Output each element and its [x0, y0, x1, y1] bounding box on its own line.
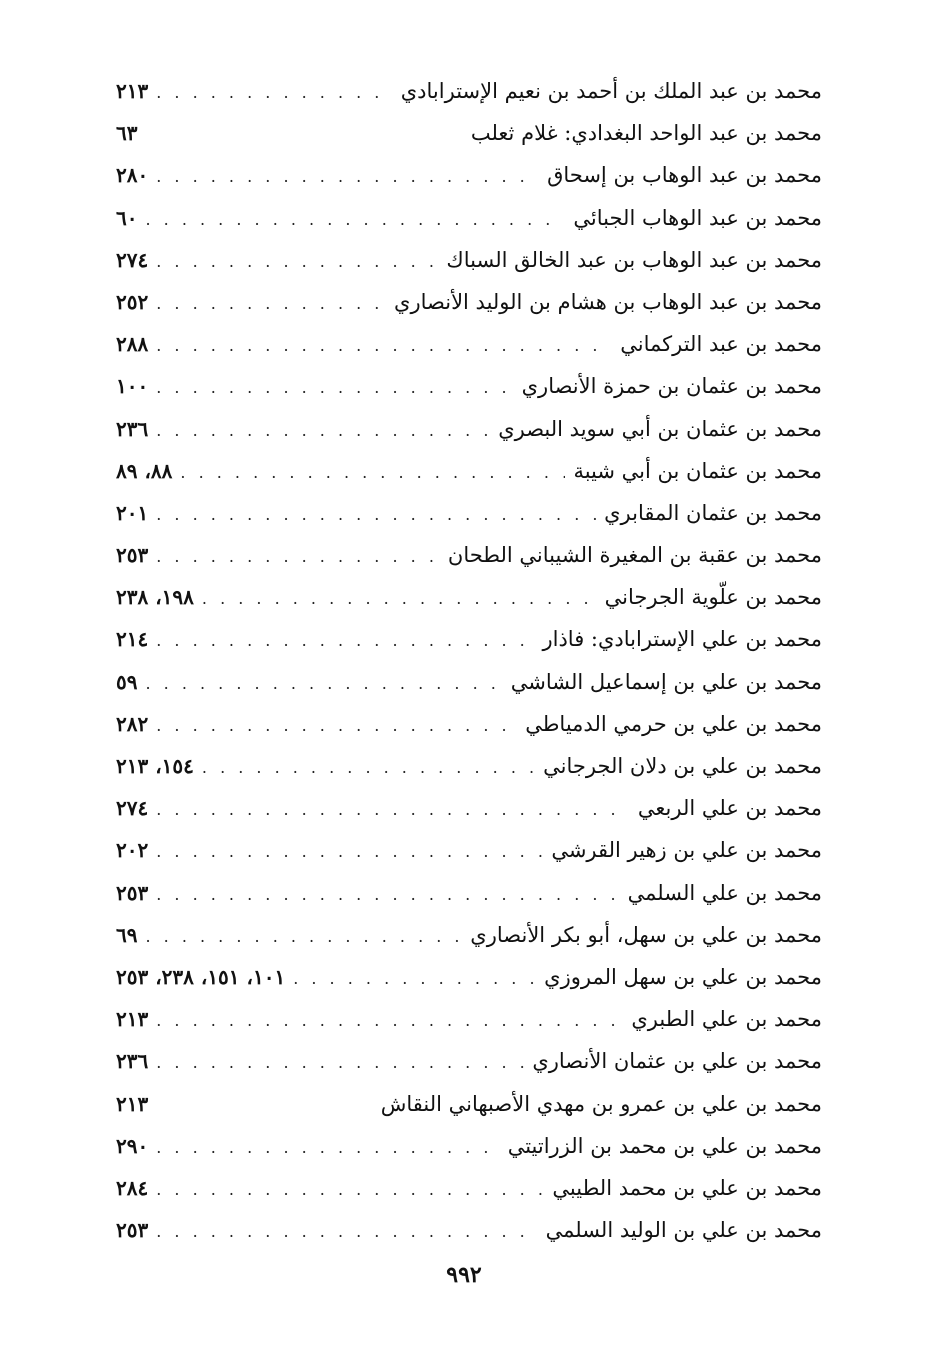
index-entry [116, 1083, 822, 1125]
entry-name: محمد بن عبد التركماني [620, 332, 822, 357]
entry-page-refs: ٢٩٠ [116, 1133, 149, 1158]
dot-leader [156, 874, 619, 916]
entry-page-refs: ٦٩ [116, 922, 138, 947]
dot-leader [145, 663, 502, 705]
dot-leader [156, 283, 386, 325]
entry-page-refs: ٥٩ [116, 669, 138, 694]
index-entry [116, 408, 822, 450]
index-entry [116, 956, 822, 998]
index-entry [116, 1167, 822, 1209]
entry-page-refs: ٢١٣ [116, 79, 149, 103]
index-entry [116, 998, 822, 1040]
entry-page-refs: ٦٣ [116, 121, 138, 146]
index-entry [116, 70, 822, 112]
entry-page-refs: ٢٥٣ [116, 880, 149, 905]
dot-leader [156, 536, 440, 578]
entry-name: محمد بن عثمان بن حمزة الأنصاري [521, 374, 822, 399]
entry-name: محمد بن عبد الوهاب بن عبد الخالق السباك [446, 247, 822, 272]
entry-name: محمد بن علي بن سهل المروزي [544, 964, 822, 989]
dot-leader [156, 1169, 544, 1211]
entry-name: محمد بن علي بن سهل، أبو بكر الأنصاري [470, 922, 822, 947]
entry-page-refs: ٢٨٤ [116, 1175, 149, 1200]
dot-leader [202, 747, 535, 789]
index-entry [116, 872, 822, 914]
entry-name: محمد بن عثمان بن أبي سويد البصري [498, 416, 822, 441]
entry-name: محمد بن عثمان المقابري [604, 500, 822, 525]
dot-leader [156, 1127, 499, 1169]
entry-name: محمد بن علي الإسترابادي: فاذار [542, 627, 822, 652]
entry-page-refs: ٢٥٣ [116, 1218, 149, 1243]
entry-page-refs: ٢٧٤ [116, 247, 149, 272]
dot-leader [156, 241, 438, 283]
entry-name: محمد بن علي بن زهير القرشي [551, 838, 822, 863]
index-entry [116, 703, 822, 745]
dot-leader [145, 916, 462, 958]
entry-page-refs: ٨٨، ٨٩ [116, 458, 173, 483]
dot-leader [180, 452, 565, 494]
index-entry [116, 154, 822, 196]
entry-page-refs: ١٥٤، ٢١٣ [116, 754, 194, 778]
dot-leader [156, 1000, 623, 1042]
entry-page-refs: ٢٣٦ [116, 416, 149, 441]
index-entry [116, 1209, 822, 1251]
dot-leader [156, 831, 543, 873]
index-entry [116, 914, 822, 956]
entry-page-refs: ١٠١، ١٥١، ٢٣٨، ٢٥٣ [116, 964, 286, 989]
index-entry [116, 239, 822, 281]
entry-page-refs: ٢٨٨ [116, 332, 149, 357]
index-entry [116, 492, 822, 534]
entry-page-refs: ٢٣٦ [116, 1049, 149, 1074]
index-entry [116, 1040, 822, 1082]
entry-name: محمد بن عبد الواحد البغدادي: غلام ثعلب [470, 121, 822, 146]
entry-name: محمد بن علي السلمي [627, 880, 822, 905]
entry-page-refs: ١٠٠ [116, 374, 149, 399]
page-number: ٩٩٢ [446, 1262, 482, 1288]
entry-name: محمد بن علي بن دلان الجرجاني [543, 754, 822, 778]
entry-page-refs: ٦٠ [116, 205, 138, 230]
entry-name: محمد بن علي بن حرمي الدمياطي [525, 711, 822, 736]
dot-leader [156, 325, 612, 367]
entry-name: محمد بن عبد الملك بن أحمد بن نعيم الإسترابادي [400, 79, 822, 103]
entry-page-refs: ٢٥٣ [116, 543, 149, 568]
entry-page-refs: ٢١٣ [116, 1091, 149, 1116]
index-entry [116, 365, 822, 407]
dot-leader [156, 367, 513, 409]
index-entry [116, 829, 822, 871]
entry-name: محمد بن علي بن الوليد السلمي [545, 1218, 822, 1243]
index-entry [116, 534, 822, 576]
entry-page-refs: ٢٨٢ [116, 711, 149, 736]
dot-leader [156, 72, 393, 114]
dot-leader [202, 578, 597, 620]
dot-leader [156, 494, 596, 536]
entry-name: محمد بن عبد الوهاب بن هشام بن الوليد الأنصاري [394, 289, 822, 314]
dot-leader [156, 1042, 524, 1084]
entry-name: محمد بن علي بن عمرو بن مهدي الأصبهاني النقاش [380, 1091, 822, 1116]
entry-name: محمد بن عثمان بن أبي شيبة [573, 458, 822, 483]
entry-name: محمد بن علي بن إسماعيل الشاشي [510, 669, 822, 694]
entry-name: محمد بن علي بن محمد بن الزراتيتي [507, 1133, 822, 1158]
entry-page-refs: ٢٠١ [116, 500, 149, 525]
entry-page-refs: ٢١٣ [116, 1007, 149, 1032]
dot-leader [156, 705, 517, 747]
entry-name: محمد بن علي الطبري [631, 1007, 822, 1032]
index-entry [116, 618, 822, 660]
entry-name: محمد بن علي بن محمد الطيبي [552, 1175, 822, 1200]
entry-name: محمد بن علي الربعي [637, 796, 822, 821]
index-entry [116, 323, 822, 365]
dot-leader [156, 1211, 537, 1253]
index-entry [116, 787, 822, 829]
dot-leader [145, 199, 565, 241]
dot-leader [156, 156, 539, 198]
name-index-list [116, 70, 822, 1251]
index-entry [116, 745, 822, 787]
index-entry [116, 197, 822, 239]
entry-name: محمد بن علّوية الجرجاني [604, 585, 822, 610]
entry-name: محمد بن عبد الوهاب الجبائي [573, 205, 822, 230]
index-entry [116, 112, 822, 154]
dot-leader [156, 789, 630, 831]
index-entry [116, 281, 822, 323]
index-entry [116, 1125, 822, 1167]
entry-page-refs: ٢٠٢ [116, 838, 149, 863]
entry-page-refs: ٢٧٤ [116, 796, 149, 821]
dot-leader [156, 410, 490, 452]
entry-name: محمد بن عقبة بن المغيرة الشيباني الطحان [447, 543, 822, 568]
entry-name: محمد بن علي بن عثمان الأنصاري [532, 1049, 822, 1074]
dot-leader [293, 958, 536, 1000]
index-entry [116, 661, 822, 703]
entry-page-refs: ٢٥٢ [116, 289, 149, 314]
entry-page-refs: ٢٨٠ [116, 163, 149, 188]
index-entry [116, 576, 822, 618]
index-entry [116, 450, 822, 492]
entry-page-refs: ٢١٤ [116, 627, 149, 652]
entry-page-refs: ١٩٨، ٢٣٨ [116, 585, 194, 610]
dot-leader [156, 620, 534, 662]
entry-name: محمد بن عبد الوهاب بن إسحاق [547, 163, 822, 188]
